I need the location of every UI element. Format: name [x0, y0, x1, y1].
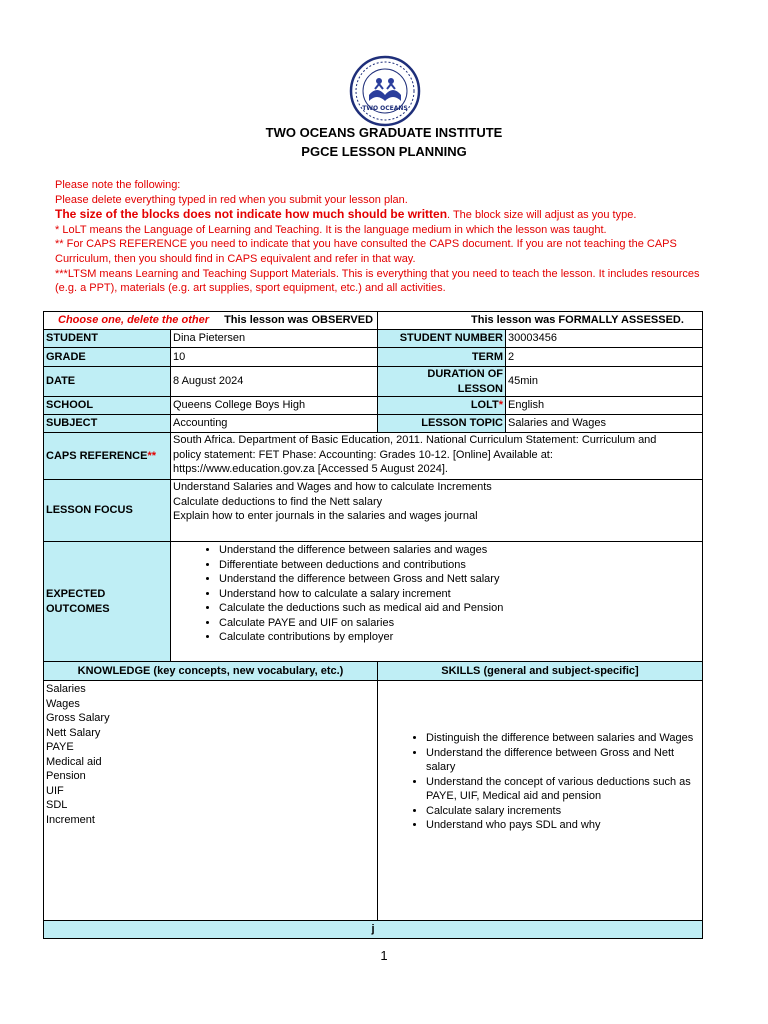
- lesson-topic-value[interactable]: Salaries and Wages: [506, 415, 703, 433]
- lesson-focus-label: LESSON FOCUS: [44, 480, 171, 542]
- institute-title: TWO OCEANS GRADUATE INSTITUTE: [265, 125, 503, 140]
- knowledge-value[interactable]: Salaries Wages Gross Salary Nett Salary PAYE Medical aid Pension UIF SDL Increment: [44, 681, 378, 921]
- instructions-notes: [55, 178, 715, 296]
- list-item: • Understand the difference between salaries and wages: [219, 543, 700, 558]
- page-number: 1: [380, 948, 388, 963]
- list-item: • Differentiate between deductions and contributions: [219, 558, 700, 573]
- list-item: • Distinguish the difference between salaries and Wages: [426, 731, 700, 746]
- list-item: • Understand how to calculate a salary increment: [219, 587, 700, 602]
- date-value[interactable]: 8 August 2024: [171, 367, 378, 397]
- expected-outcomes-value[interactable]: [171, 542, 703, 662]
- note-intro: Please note the following:: [55, 179, 181, 191]
- note-lolt: * LoLT means the Language of Learning and Teaching. It is the language medium in which the lesson was taught.: [55, 223, 607, 236]
- note-caps: ** For CAPS REFERENCE you need to indicate that you have consulted the CAPS document. If you are not teaching the CAPS Curriculum, then you should find in CAPS equivalent and refer in that way.: [55, 238, 677, 265]
- expected-outcomes-label: EXPECTED OUTCOMES: [44, 542, 171, 662]
- list-item: • Calculate contributions by employer: [219, 630, 700, 645]
- lesson-focus-value[interactable]: Understand Salaries and Wages and how to calculate Increments Calculate deductions to find the Nett salary Explain how to enter journals in the salaries and wages journal: [171, 480, 703, 542]
- assessed-option[interactable]: This lesson was FORMALLY ASSESSED.: [378, 312, 703, 330]
- school-label: SCHOOL: [44, 397, 171, 415]
- choose-instruction: Choose one, delete the other: [58, 314, 209, 327]
- date-label: DATE: [44, 367, 171, 397]
- school-value[interactable]: Queens College Boys High: [171, 397, 378, 415]
- skills-header: SKILLS (general and subject-specific]: [378, 662, 703, 681]
- student-number-value[interactable]: 30003456: [506, 330, 703, 348]
- note-block-size: The size of the blocks does not indicate how much should be written. The block size will adjust as you type.: [55, 207, 637, 222]
- list-item: • Understand who pays SDL and why: [426, 818, 700, 833]
- note-ltsm: ***LTSM means Learning and Teaching Support Materials. This is everything that you need to teach the lesson. It includes resources (e.g. a PPT), materials (e.g. art supplies, sport equipment, etc.) and all activities.: [55, 267, 700, 295]
- term-value[interactable]: 2: [506, 348, 703, 367]
- subject-value[interactable]: Accounting: [171, 415, 378, 433]
- lesson-topic-label: LESSON TOPIC: [378, 415, 506, 433]
- list-item: • Understand the concept of various deductions such as PAYE, UIF, Medical aid and pension: [426, 775, 700, 804]
- institute-logo: [349, 55, 421, 127]
- grade-label: GRADE: [44, 348, 171, 367]
- list-item: • Calculate PAYE and UIF on salaries: [219, 616, 700, 631]
- svg-text:TWO OCEANS: TWO OCEANS: [362, 105, 408, 112]
- footer-row[interactable]: j: [44, 921, 703, 939]
- list-item: • Understand the difference between Gross and Nett salary: [219, 572, 700, 587]
- duration-value[interactable]: 45min: [506, 367, 703, 397]
- caps-reference-value[interactable]: South Africa. Department of Basic Education, 2011. National Curriculum Statement: Curriculum and policy statement: FET Phase: Accounting: Grades 10-12. [Online] Available at: https://www.education.gov.za [Accessed 5 August 2024].: [171, 433, 703, 480]
- grade-value[interactable]: 10: [171, 348, 378, 367]
- list-item: • Calculate the deductions such as medical aid and Pension: [219, 601, 700, 616]
- duration-label: DURATION OF LESSON: [378, 367, 506, 397]
- student-value[interactable]: Dina Pietersen: [171, 330, 378, 348]
- student-number-label: STUDENT NUMBER: [378, 330, 506, 348]
- list-item: • Calculate salary increments: [426, 804, 700, 819]
- knowledge-header: KNOWLEDGE (key concepts, new vocabulary, etc.): [44, 662, 378, 681]
- subject-label: SUBJECT: [44, 415, 171, 433]
- lolt-value[interactable]: English: [506, 397, 703, 415]
- caps-reference-label: CAPS REFERENCE**: [44, 433, 171, 480]
- lesson-plan-table: [43, 311, 703, 939]
- list-item: • Understand the difference between Gross and Nett salary: [426, 746, 700, 775]
- form-title: PGCE LESSON PLANNING: [301, 144, 467, 159]
- student-label: STUDENT: [44, 330, 171, 348]
- choose-row-left: [44, 312, 378, 330]
- term-label: TERM: [378, 348, 506, 367]
- observed-option[interactable]: This lesson was OBSERVED: [224, 314, 374, 327]
- skills-value[interactable]: [378, 681, 703, 921]
- note-delete-red: Please delete everything typed in red when you submit your lesson plan.: [55, 193, 408, 206]
- lolt-label: LOLT*: [378, 397, 506, 415]
